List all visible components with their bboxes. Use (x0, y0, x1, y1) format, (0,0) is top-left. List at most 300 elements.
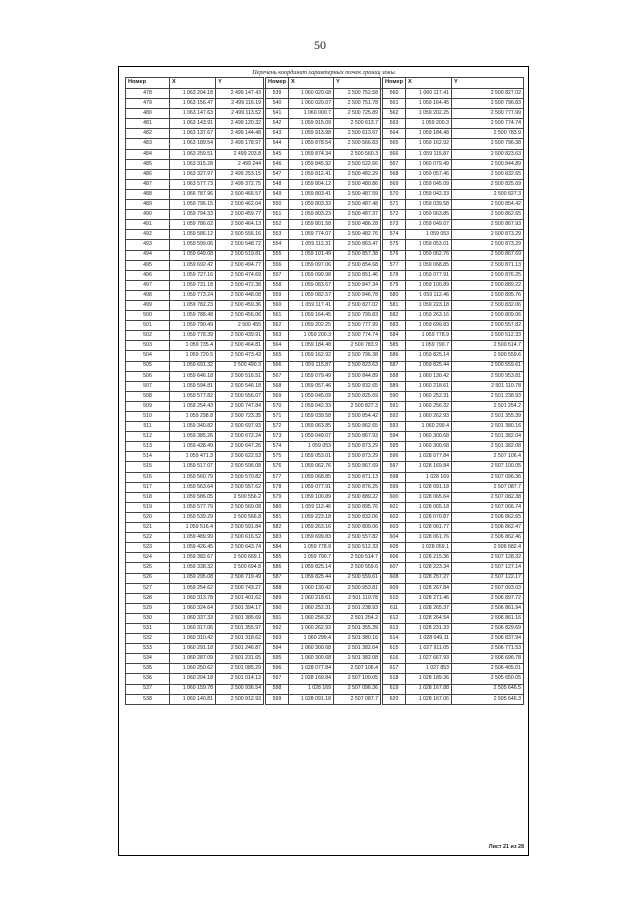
y-coordinate-cell: 2 500 616.52 (216, 533, 264, 543)
x-coordinate-cell: 1 028 065.18 (406, 502, 452, 512)
table-caption: Перечень координат характерных точек границ зоны (252, 69, 395, 76)
y-coordinate-cell: 2 500 486.28 (334, 220, 381, 230)
x-coordinate-cell: 1 060 300.68 (406, 442, 452, 452)
y-coordinate-cell: 2 499 372.75 (216, 179, 264, 189)
point-number-cell: 594 (266, 644, 289, 654)
point-number-cell: 590 (266, 603, 289, 613)
x-coordinate-cell: 1 059 097.06 (289, 260, 334, 270)
x-coordinate-cell: 1 066 787.96 (170, 189, 216, 199)
coordinates-table (125, 77, 524, 705)
point-number-cell: 594 (383, 432, 406, 442)
table-row (126, 613, 524, 623)
table-row (126, 644, 524, 654)
y-coordinate-cell: 2 500 825.69 (334, 391, 381, 401)
point-number-cell: 551 (266, 210, 289, 220)
x-coordinate-cell: 1 060 000.7 (289, 109, 334, 119)
y-coordinate-cell: 2 501 246.87 (216, 644, 264, 654)
table-row (126, 533, 524, 543)
y-coordinate-cell: 2 500 456.06 (216, 311, 264, 321)
y-coordinate-cell: 2 500 466.57 (216, 189, 264, 199)
point-number-cell: 517 (126, 482, 170, 492)
x-coordinate-cell: 1 059 599.06 (170, 240, 216, 250)
x-coordinate-cell: 1 028 215.36 (406, 553, 452, 563)
point-number-cell: 583 (266, 533, 289, 543)
y-coordinate-cell: 2 506 582.4 (452, 543, 524, 553)
y-coordinate-cell: 2 501 394.17 (216, 603, 264, 613)
table-row (126, 472, 524, 482)
point-number-cell: 570 (383, 189, 406, 199)
column-header-number: Номер (266, 78, 289, 89)
x-coordinate-cell: 1 059 539.29 (170, 512, 216, 522)
point-number-cell: 589 (383, 381, 406, 391)
x-coordinate-cell: 1 060 079.49 (406, 159, 452, 169)
y-coordinate-cell: 2 500 873.29 (334, 452, 381, 462)
point-number-cell: 585 (266, 553, 289, 563)
point-number-cell: 618 (383, 674, 406, 684)
y-coordinate-cell: 2 500 832.65 (334, 381, 381, 391)
table-row (126, 674, 524, 684)
x-coordinate-cell: 1 060 117.41 (406, 89, 452, 99)
point-number-cell: 596 (266, 664, 289, 674)
y-coordinate-cell: 2 500 514.7 (452, 341, 524, 351)
point-number-cell: 521 (126, 523, 170, 533)
y-coordinate-cell: 2 500 863.47 (334, 240, 381, 250)
y-coordinate-cell: 2 501 254.2 (334, 613, 381, 623)
point-number-cell: 572 (383, 210, 406, 220)
point-number-cell: 502 (126, 331, 170, 341)
x-coordinate-cell: 1 059 254.43 (170, 401, 216, 411)
table-row (126, 684, 524, 694)
point-number-cell: 588 (266, 583, 289, 593)
column-header-number: Номер (126, 78, 170, 89)
point-number-cell: 495 (126, 260, 170, 270)
x-coordinate-cell: 1 060 159.78 (170, 684, 216, 694)
y-coordinate-cell: 2 500 867.69 (452, 250, 524, 260)
y-coordinate-cell: 2 499 144.48 (216, 129, 264, 139)
y-coordinate-cell: 2 500 777.99 (334, 321, 381, 331)
y-coordinate-cell: 2 500 846.78 (334, 290, 381, 300)
table-row (126, 250, 524, 260)
x-coordinate-cell: 1 063 137.67 (170, 129, 216, 139)
table-row (126, 89, 524, 99)
point-number-cell: 567 (266, 371, 289, 381)
column-header-y: Y (452, 78, 524, 89)
y-coordinate-cell: 2 500 472.38 (216, 280, 264, 290)
y-coordinate-cell: 2 501 355.97 (216, 623, 264, 633)
x-coordinate-cell: 1 060 218.61 (289, 593, 334, 603)
x-coordinate-cell: 1 059 812.41 (289, 169, 334, 179)
point-number-cell: 556 (266, 260, 289, 270)
y-coordinate-cell: 2 501 231.65 (216, 654, 264, 664)
x-coordinate-cell: 1 059 577.79 (170, 502, 216, 512)
point-number-cell: 561 (266, 311, 289, 321)
point-number-cell: 562 (383, 109, 406, 119)
x-coordinate-cell: 1 059 803.33 (289, 200, 334, 210)
x-coordinate-cell: 1 059 223.18 (406, 300, 452, 310)
x-coordinate-cell: 1 060 313.78 (170, 593, 216, 603)
y-coordinate-cell: 2 500 723.35 (216, 412, 264, 422)
x-coordinate-cell: 1 059 045.09 (289, 391, 334, 401)
page-number: 50 (314, 38, 326, 52)
x-coordinate-cell: 1 059 184.48 (289, 341, 334, 351)
x-coordinate-cell: 1 028 169 (289, 684, 334, 694)
point-number-cell: 566 (266, 361, 289, 371)
y-coordinate-cell: 2 499 147.43 (216, 89, 264, 99)
y-coordinate-cell: 2 506 897.72 (452, 593, 524, 603)
x-coordinate-cell: 1 059 062.76 (406, 250, 452, 260)
table-row (126, 200, 524, 210)
point-number-cell: 569 (266, 391, 289, 401)
x-coordinate-cell: 1 059 699.83 (406, 321, 452, 331)
y-coordinate-cell: 2 500 747.84 (216, 401, 264, 411)
point-number-cell: 607 (383, 563, 406, 573)
table-row (126, 573, 524, 583)
point-number-cell: 536 (126, 674, 170, 684)
point-number-cell: 530 (126, 613, 170, 623)
point-number-cell: 578 (383, 270, 406, 280)
point-number-cell: 560 (266, 300, 289, 310)
y-coordinate-cell: 2 507 087.7 (452, 482, 524, 492)
x-coordinate-cell: 1 059 112.31 (289, 240, 334, 250)
point-number-cell: 498 (126, 290, 170, 300)
table-row (126, 300, 524, 310)
point-number-cell: 598 (383, 472, 406, 482)
point-number-cell: 593 (266, 634, 289, 644)
x-coordinate-cell: 1 059 079.49 (289, 371, 334, 381)
table-row (126, 169, 524, 179)
point-number-cell: 552 (266, 220, 289, 230)
point-number-cell: 591 (266, 613, 289, 623)
x-coordinate-cell: 1 059 263.16 (406, 311, 452, 321)
y-coordinate-cell: 2 500 560.08 (216, 502, 264, 512)
x-coordinate-cell: 1 059 774.07 (289, 230, 334, 240)
point-number-cell: 559 (266, 290, 289, 300)
y-coordinate-cell: 2 500 559.6 (452, 351, 524, 361)
x-coordinate-cell: 1 028 189.36 (406, 674, 452, 684)
point-number-cell: 585 (383, 341, 406, 351)
table-row (126, 270, 524, 280)
y-coordinate-cell: 2 500 448.08 (216, 290, 264, 300)
y-coordinate-cell: 2 500 487.48 (334, 200, 381, 210)
x-coordinate-cell: 1 059 077.91 (406, 270, 452, 280)
point-number-cell: 581 (266, 512, 289, 522)
y-coordinate-cell: 2 500 889.22 (452, 280, 524, 290)
y-coordinate-cell: 2 500 455 (216, 321, 264, 331)
y-coordinate-cell: 2 501 382.08 (334, 654, 381, 664)
point-number-cell: 518 (126, 492, 170, 502)
y-coordinate-cell: 2 500 557.82 (334, 533, 381, 543)
point-number-cell: 533 (126, 644, 170, 654)
x-coordinate-cell: 1 059 825.14 (289, 563, 334, 573)
table-row (126, 543, 524, 553)
table-row (126, 603, 524, 613)
table-row (126, 341, 524, 351)
point-number-cell: 520 (126, 512, 170, 522)
point-number-cell: 586 (383, 351, 406, 361)
point-number-cell: 616 (383, 654, 406, 664)
y-coordinate-cell: 2 505 650.05 (452, 674, 524, 684)
y-coordinate-cell: 2 500 559.6 (334, 563, 381, 573)
point-number-cell: 581 (383, 300, 406, 310)
table-row (126, 321, 524, 331)
point-number-cell: 587 (266, 573, 289, 583)
y-coordinate-cell: 2 500 596.08 (216, 462, 264, 472)
point-number-cell: 527 (126, 583, 170, 593)
y-coordinate-cell: 2 500 482.76 (334, 230, 381, 240)
point-number-cell: 604 (383, 533, 406, 543)
y-coordinate-cell: 2 500 464.13 (216, 220, 264, 230)
point-number-cell: 535 (126, 664, 170, 674)
table-row (126, 129, 524, 139)
x-coordinate-cell: 1 059 691.32 (170, 361, 216, 371)
y-coordinate-cell: 2 500 809.06 (334, 523, 381, 533)
point-number-cell: 534 (126, 654, 170, 664)
point-number-cell: 560 (383, 89, 406, 99)
y-coordinate-cell: 2 500 871.13 (334, 472, 381, 482)
point-number-cell: 584 (383, 331, 406, 341)
point-number-cell: 489 (126, 200, 170, 210)
y-coordinate-cell: 2 501 110.78 (452, 381, 524, 391)
x-coordinate-cell: 1 028 257.27 (406, 573, 452, 583)
point-number-cell: 554 (266, 240, 289, 250)
y-coordinate-cell: 2 501 382.04 (452, 432, 524, 442)
point-number-cell: 545 (266, 149, 289, 159)
x-coordinate-cell: 1 060 256.32 (289, 613, 334, 623)
y-coordinate-cell: 2 500 854.42 (334, 412, 381, 422)
y-coordinate-cell: 2 505 646.3 (452, 694, 524, 704)
y-coordinate-cell: 2 500 889.22 (334, 492, 381, 502)
y-coordinate-cell: 2 501 380.16 (452, 422, 524, 432)
table-row (126, 664, 524, 674)
point-number-cell: 493 (126, 240, 170, 250)
table-header-row (126, 78, 524, 89)
x-coordinate-cell: 1 063 577.73 (170, 179, 216, 189)
table-row (126, 401, 524, 411)
x-coordinate-cell: 1 059 164.45 (289, 311, 334, 321)
y-coordinate-cell: 2 506 771.53 (452, 644, 524, 654)
x-coordinate-cell: 1 063 327.97 (170, 169, 216, 179)
y-coordinate-cell: 2 500 774.74 (452, 119, 524, 129)
x-coordinate-cell: 1 028 070.87 (406, 512, 452, 522)
point-number-cell: 488 (126, 189, 170, 199)
y-coordinate-cell: 2 500 566.83 (334, 139, 381, 149)
y-coordinate-cell: 2 500 827.02 (334, 300, 381, 310)
x-coordinate-cell: 1 059 053 (406, 230, 452, 240)
point-number-cell: 575 (383, 240, 406, 250)
point-number-cell: 544 (266, 139, 289, 149)
x-coordinate-cell: 1 059 039.58 (406, 200, 452, 210)
x-coordinate-cell: 1 059 202.25 (406, 109, 452, 119)
point-number-cell: 573 (383, 220, 406, 230)
y-coordinate-cell: 2 500 622.53 (216, 452, 264, 462)
point-number-cell: 509 (126, 401, 170, 411)
x-coordinate-cell: 1 059 164.45 (406, 99, 452, 109)
y-coordinate-cell: 2 500 566.8 (216, 512, 264, 522)
x-coordinate-cell: 1 059 053 (289, 442, 334, 452)
y-coordinate-cell: 2 500 559.61 (452, 361, 524, 371)
y-coordinate-cell: 2 500 559.61 (334, 573, 381, 583)
y-coordinate-cell: 2 500 613.7 (334, 119, 381, 129)
y-coordinate-cell: 2 500 557.82 (452, 321, 524, 331)
x-coordinate-cell: 1 059 790.7 (406, 341, 452, 351)
y-coordinate-cell: 2 500 873.29 (452, 240, 524, 250)
y-coordinate-cell: 2 500 867.93 (334, 432, 381, 442)
y-coordinate-cell: 2 500 725.89 (334, 109, 381, 119)
y-coordinate-cell: 2 500 777.99 (452, 109, 524, 119)
document-frame (118, 66, 529, 856)
y-coordinate-cell: 2 500 672.24 (216, 432, 264, 442)
table-row (126, 553, 524, 563)
y-coordinate-cell: 2 500 519.81 (216, 250, 264, 260)
point-number-cell: 508 (126, 391, 170, 401)
point-number-cell: 580 (266, 502, 289, 512)
x-coordinate-cell: 1 059 804.12 (289, 179, 334, 189)
point-number-cell: 503 (126, 341, 170, 351)
y-coordinate-cell: 2 507 066.74 (452, 502, 524, 512)
x-coordinate-cell: 1 059 117.41 (289, 300, 334, 310)
table-row (126, 583, 524, 593)
x-coordinate-cell: 1 059 517.07 (170, 462, 216, 472)
y-coordinate-cell: 2 499 244 (216, 159, 264, 169)
x-coordinate-cell: 1 059 202.25 (289, 321, 334, 331)
x-coordinate-cell: 1 060 218.61 (406, 381, 452, 391)
table-row (126, 159, 524, 169)
point-number-cell: 566 (383, 149, 406, 159)
point-number-cell: 588 (383, 371, 406, 381)
y-coordinate-cell: 2 500 774.74 (334, 331, 381, 341)
x-coordinate-cell: 1 059 778.9 (406, 331, 452, 341)
point-number-cell: 497 (126, 280, 170, 290)
y-coordinate-cell: 2 500 854.42 (452, 200, 524, 210)
table-row (126, 179, 524, 189)
x-coordinate-cell: 1 059 049.07 (406, 220, 452, 230)
y-coordinate-cell: 2 501 385.69 (216, 613, 264, 623)
point-number-cell: 511 (126, 422, 170, 432)
y-coordinate-cell: 2 500 796.83 (452, 99, 524, 109)
y-coordinate-cell: 2 500 832.06 (452, 300, 524, 310)
x-coordinate-cell: 1 059 426.45 (170, 543, 216, 553)
point-number-cell: 592 (266, 623, 289, 633)
y-coordinate-cell: 2 500 613.67 (334, 129, 381, 139)
point-number-cell: 586 (266, 563, 289, 573)
column-header-y: Y (334, 78, 381, 89)
x-coordinate-cell: 1 028 169.84 (289, 674, 334, 684)
sheet-label: Лист 21 из 28 (488, 844, 524, 850)
x-coordinate-cell: 1 059 878.54 (289, 139, 334, 149)
x-coordinate-cell: 1 060 299.4 (406, 422, 452, 432)
y-coordinate-cell: 2 500 439.91 (216, 331, 264, 341)
point-number-cell: 584 (266, 543, 289, 553)
x-coordinate-cell: 1 059 068.85 (289, 472, 334, 482)
point-number-cell: 537 (126, 684, 170, 694)
point-number-cell: 513 (126, 442, 170, 452)
y-coordinate-cell: 2 500 876.25 (334, 482, 381, 492)
point-number-cell: 494 (126, 250, 170, 260)
point-number-cell: 609 (383, 583, 406, 593)
x-coordinate-cell: 1 059 068.85 (406, 260, 452, 270)
x-coordinate-cell: 1 027 911.05 (406, 644, 452, 654)
point-number-cell: 565 (383, 139, 406, 149)
x-coordinate-cell: 1 059 184.48 (406, 129, 452, 139)
x-coordinate-cell: 1 059 577.82 (170, 391, 216, 401)
point-number-cell: 599 (266, 694, 289, 704)
y-coordinate-cell: 2 506 861.94 (452, 603, 524, 613)
y-coordinate-cell: 2 500 823.63 (452, 149, 524, 159)
y-coordinate-cell: 2 506 861.16 (452, 613, 524, 623)
table-row (126, 240, 524, 250)
x-coordinate-cell: 1 059 090.98 (289, 270, 334, 280)
y-coordinate-cell: 2 500 827.02 (452, 89, 524, 99)
point-number-cell: 612 (383, 613, 406, 623)
y-coordinate-cell: 2 500 867.69 (334, 462, 381, 472)
x-coordinate-cell: 1 059 115.87 (289, 361, 334, 371)
x-coordinate-cell: 1 059 489.99 (170, 533, 216, 543)
x-coordinate-cell: 1 059 594.81 (170, 381, 216, 391)
y-coordinate-cell: 2 500 643.74 (216, 543, 264, 553)
x-coordinate-cell: 1 060 256.32 (406, 401, 452, 411)
x-coordinate-cell: 1 059 773.24 (170, 290, 216, 300)
table-row (126, 654, 524, 664)
x-coordinate-cell: 1 059 692.42 (170, 260, 216, 270)
point-number-cell: 590 (383, 391, 406, 401)
point-number-cell: 591 (383, 401, 406, 411)
x-coordinate-cell: 1 059 162.92 (406, 139, 452, 149)
x-coordinate-cell: 1 027 853 (406, 664, 452, 674)
point-number-cell: 506 (126, 371, 170, 381)
column-header-number: Номер (383, 78, 406, 89)
point-number-cell: 571 (383, 200, 406, 210)
y-coordinate-cell: 2 499 120.32 (216, 119, 264, 129)
table-row (126, 99, 524, 109)
point-number-cell: 514 (126, 452, 170, 462)
table-row (126, 290, 524, 300)
point-number-cell: 555 (266, 250, 289, 260)
y-coordinate-cell: 2 500 487.37 (334, 210, 381, 220)
x-coordinate-cell: 1 059 162.92 (289, 351, 334, 361)
y-coordinate-cell: 2 500 697.93 (216, 422, 264, 432)
y-coordinate-cell: 2 500 862.65 (452, 210, 524, 220)
point-number-cell: 617 (383, 664, 406, 674)
x-coordinate-cell: 1 028 077.84 (289, 664, 334, 674)
x-coordinate-cell: 1 059 053.01 (406, 240, 452, 250)
x-coordinate-cell: 1 028 061.77 (406, 523, 452, 533)
x-coordinate-cell: 1 059 045.09 (406, 179, 452, 189)
point-number-cell: 496 (126, 270, 170, 280)
point-number-cell: 583 (383, 321, 406, 331)
x-coordinate-cell: 1 060 262.93 (289, 623, 334, 633)
x-coordinate-cell: 1 059 385.26 (170, 432, 216, 442)
x-coordinate-cell: 1 059 063.85 (406, 210, 452, 220)
point-number-cell: 553 (266, 230, 289, 240)
y-coordinate-cell: 2 500 895.76 (452, 290, 524, 300)
x-coordinate-cell: 1 059 057.46 (289, 381, 334, 391)
point-number-cell: 515 (126, 462, 170, 472)
table-row (126, 391, 524, 401)
x-coordinate-cell: 1 028 059.1 (406, 543, 452, 553)
point-number-cell: 570 (266, 401, 289, 411)
y-coordinate-cell: 2 500 876.25 (452, 270, 524, 280)
y-coordinate-cell: 2 501 355.39 (334, 623, 381, 633)
point-number-cell: 541 (266, 109, 289, 119)
x-coordinate-cell: 1 028 065.64 (406, 492, 452, 502)
y-coordinate-cell: 2 501 085.29 (216, 664, 264, 674)
x-coordinate-cell: 1 060 250.62 (170, 664, 216, 674)
point-number-cell: 610 (383, 593, 406, 603)
x-coordinate-cell: 1 059 338.32 (170, 563, 216, 573)
x-coordinate-cell: 1 059 699.83 (289, 533, 334, 543)
y-coordinate-cell: 2 499 116.19 (216, 99, 264, 109)
x-coordinate-cell: 1 059 782.23 (170, 300, 216, 310)
